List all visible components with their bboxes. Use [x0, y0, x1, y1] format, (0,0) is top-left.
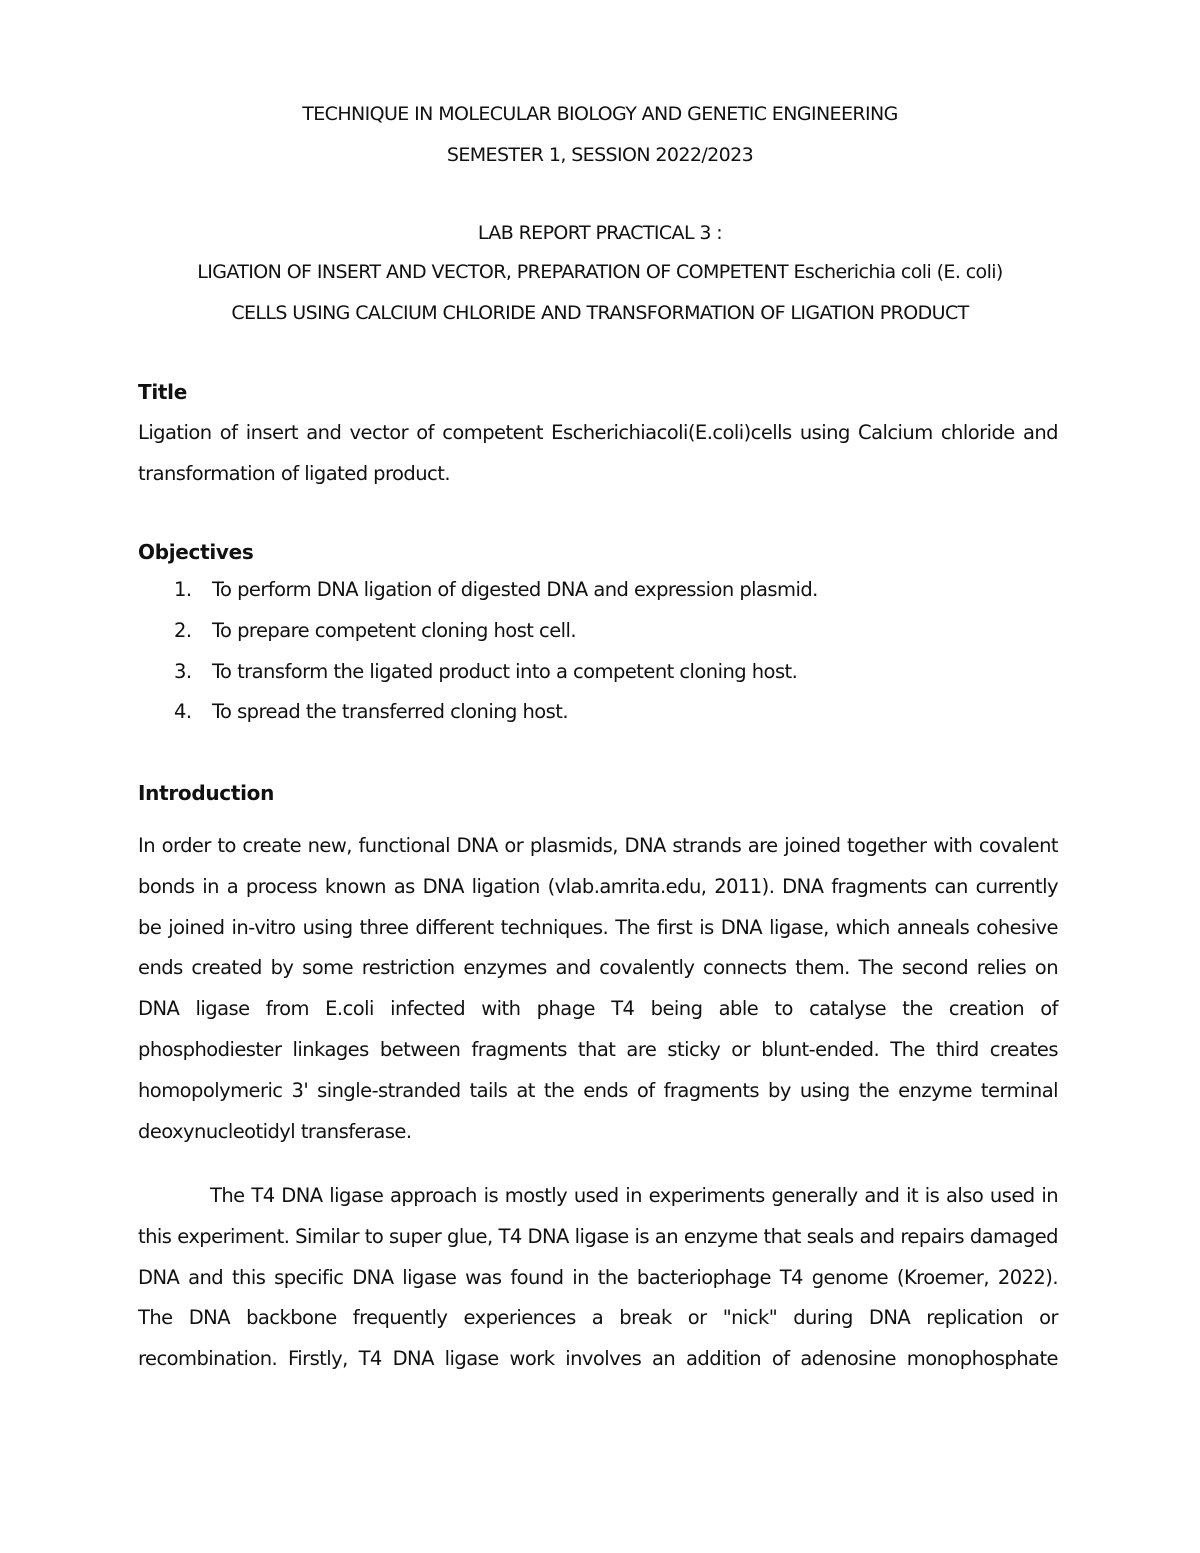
paragraph-line: The T4 DNA ligase approach is mostly used in experiments generally and it is also used in: [210, 1184, 1058, 1207]
list-item: [174, 692, 818, 733]
title-text: [138, 413, 1058, 495]
list-item-number: 4.: [174, 700, 192, 724]
paragraph-line: DNA ligase from E.coli infected with phage T4 being able to catalyse the creation of: [138, 997, 1058, 1021]
list-item-text: To spread the transferred cloning host.: [212, 700, 569, 724]
paragraph-line: In order to create new, functional DNA or plasmids, DNA strands are joined together with covalent: [138, 834, 1058, 857]
list-item-number: 2.: [174, 618, 192, 642]
semester-session: SEMESTER 1, SESSION 2022/2023: [446, 144, 754, 166]
list-item: [174, 611, 818, 652]
objectives-heading: Objectives: [138, 540, 254, 564]
list-item-text: To transform the ligated product into a competent cloning host.: [212, 659, 798, 683]
list-item-number: 3.: [174, 659, 192, 683]
report-subtitle-line1: LIGATION OF INSERT AND VECTOR, PREPARATION OF COMPETENT Escherichia coli (E. coli): [197, 261, 1003, 283]
paragraph-line: be joined in-vitro using three different techniques. The first is DNA ligase, which anneals cohesive: [138, 915, 1058, 939]
paragraph-line: The DNA backbone frequently experiences a break or "nick" during DNA replication or: [138, 1306, 1058, 1330]
title-heading: Title: [138, 380, 187, 404]
list-item-number: 1.: [174, 578, 192, 601]
paragraph-line: phosphodiester linkages between fragments that are sticky or blunt-ended. The third creates: [138, 1037, 1058, 1061]
paragraph-line: deoxynucleotidyl transferase.: [138, 1119, 412, 1143]
paragraph-line: recombination. Firstly, T4 DNA ligase work involves an addition of adenosine monophosphate: [138, 1347, 1058, 1371]
list-item-text: To perform DNA ligation of digested DNA and expression plasmid.: [212, 578, 818, 601]
title-text-line: Ligation of insert and vector of competent Escherichiacoli(E.coli)cells using Calcium chloride and: [138, 421, 1058, 444]
course-title: TECHNIQUE IN MOLECULAR BIOLOGY AND GENETIC ENGINEERING: [302, 103, 898, 125]
objectives-list: [174, 570, 818, 733]
introduction-paragraph-2: [138, 1176, 1058, 1380]
introduction-heading: Introduction: [138, 781, 275, 805]
report-title: LAB REPORT PRACTICAL 3 :: [477, 222, 723, 244]
paragraph-line: this experiment. Similar to super glue, T4 DNA ligase is an enzyme that seals and repairs damaged: [138, 1224, 1058, 1248]
list-item: [174, 652, 818, 693]
title-text-line: transformation of ligated product.: [138, 461, 450, 485]
paragraph-line: DNA and this specific DNA ligase was found in the bacteriophage T4 genome (Kroemer, 2022).: [138, 1265, 1058, 1289]
introduction-paragraph-1: [138, 826, 1058, 1152]
paragraph-line: bonds in a process known as DNA ligation (vlab.amrita.edu, 2011). DNA fragments can currently: [138, 874, 1058, 898]
list-item-text: To prepare competent cloning host cell.: [212, 618, 577, 642]
paragraph-line: ends created by some restriction enzymes and covalently connects them. The second relies on: [138, 956, 1058, 980]
paragraph-line: homopolymeric 3' single-stranded tails at the ends of fragments by using the enzyme terminal: [138, 1078, 1058, 1102]
report-subtitle-line2: CELLS USING CALCIUM CHLORIDE AND TRANSFORMATION OF LIGATION PRODUCT: [231, 302, 969, 324]
list-item: [174, 570, 818, 611]
